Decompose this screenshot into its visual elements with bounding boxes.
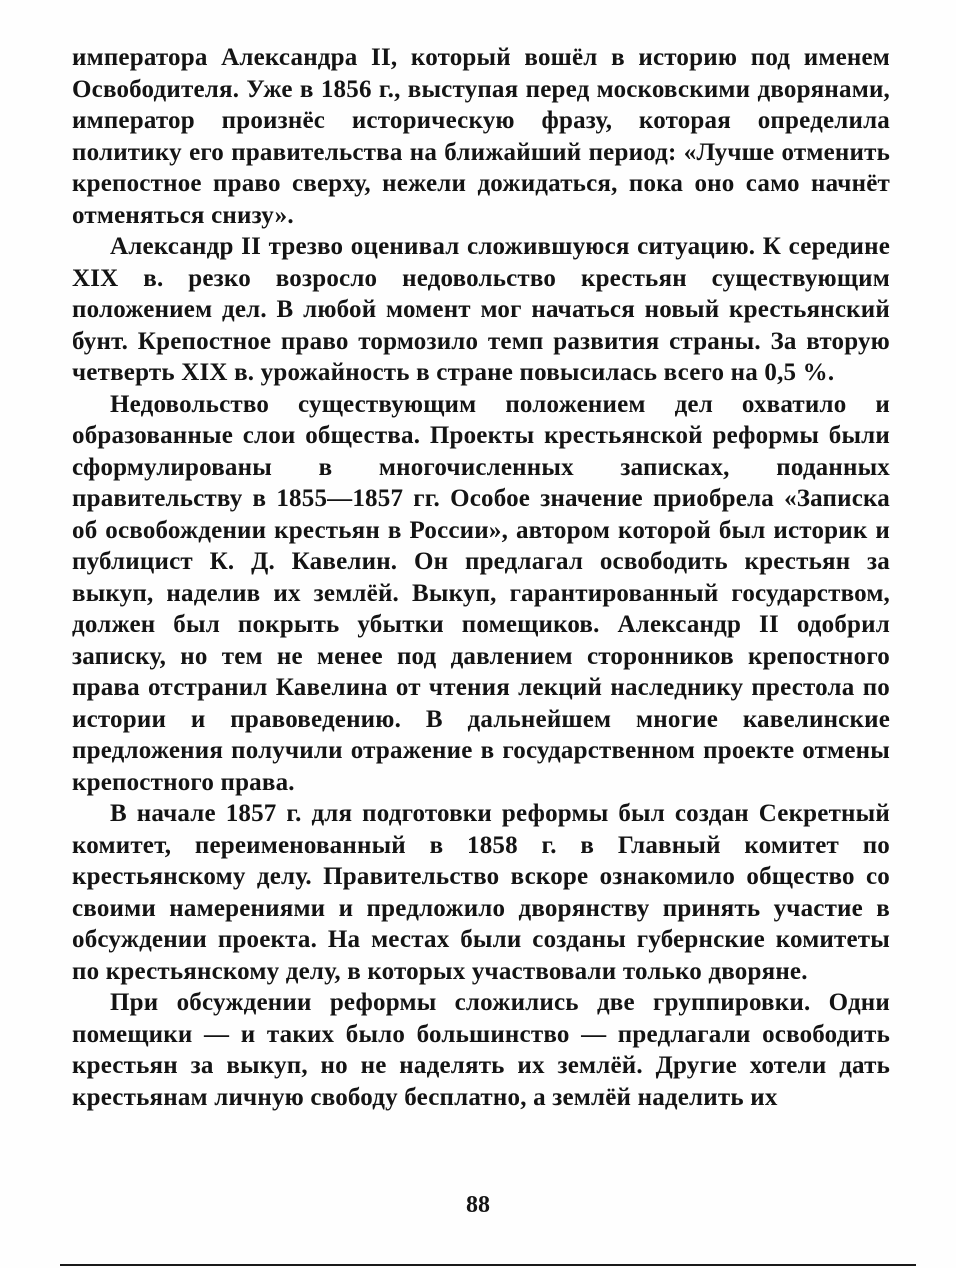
paragraph: императора Александра II, который вошёл в историю под именем Освободителя. Уже в 1856 г., выступая перед московскими дворянами, император произнёс историческую фразу, которая определила политику его правительства на ближайший период: «Лучше отменить крепостное право сверху, нежели дожидаться, пока оно само начнёт отменяться снизу». [72, 44, 890, 229]
paragraph: Недовольство существующим положением дел охватило и образованные слои общества. Проекты крестьянской реформы были сформулированы в многочисленных записках, поданных правительству в 1855—1857 гг. Особое значение приобрела «Записка об освобождении крестьян в России», автором которой был историк и публицист К. Д. Кавелин. Он предлагал освободить крестьян за выкуп, наделив их землёй. Выкуп, гарантированный государством, должен был покрыть убытки помещиков. Александр II одобрил записку, но тем не менее под давлением сторонников крепостного права отстранил Кавелина от чтения лекций наследнику престола по истории и правоведению. В дальнейшем многие кавелинские предложения получили отражение в государственном проекте отмены крепостного права. [72, 390, 890, 796]
paragraph: При обсуждении реформы сложились две группировки. Одни помещики — и таких было большинство — предлагали освободить крестьян за выкуп, но не наделять их землёй. Другие хотели дать крестьянам личную свободу бесплатно, а землёй наделить их [72, 989, 890, 1111]
scan-edge-artifact [60, 1264, 916, 1266]
paragraph: Александр II трезво оценивал сложившуюся ситуацию. К середине XIX в. резко возросло недовольство крестьян существующим положением дел. В любой момент мог начаться новый крестьянский бунт. Крепостное право тормозило темп развития страны. За вторую четверть XIX в. урожайность в стране повысилась всего на 0,5 %. [72, 233, 890, 386]
text-block [72, 42, 890, 1113]
page-number: 88 [466, 1192, 490, 1218]
paragraph: В начале 1857 г. для подготовки реформы был создан Секретный комитет, переименованный в 1858 г. в Главный комитет по крестьянскому делу. Правительство вскоре ознакомило общество со своими намерениями и предложило дворянству принять участие в обсуждении проекта. На местах были созданы губернские комитеты по крестьянскому делу, в которых участвовали только дворяне. [72, 800, 890, 985]
